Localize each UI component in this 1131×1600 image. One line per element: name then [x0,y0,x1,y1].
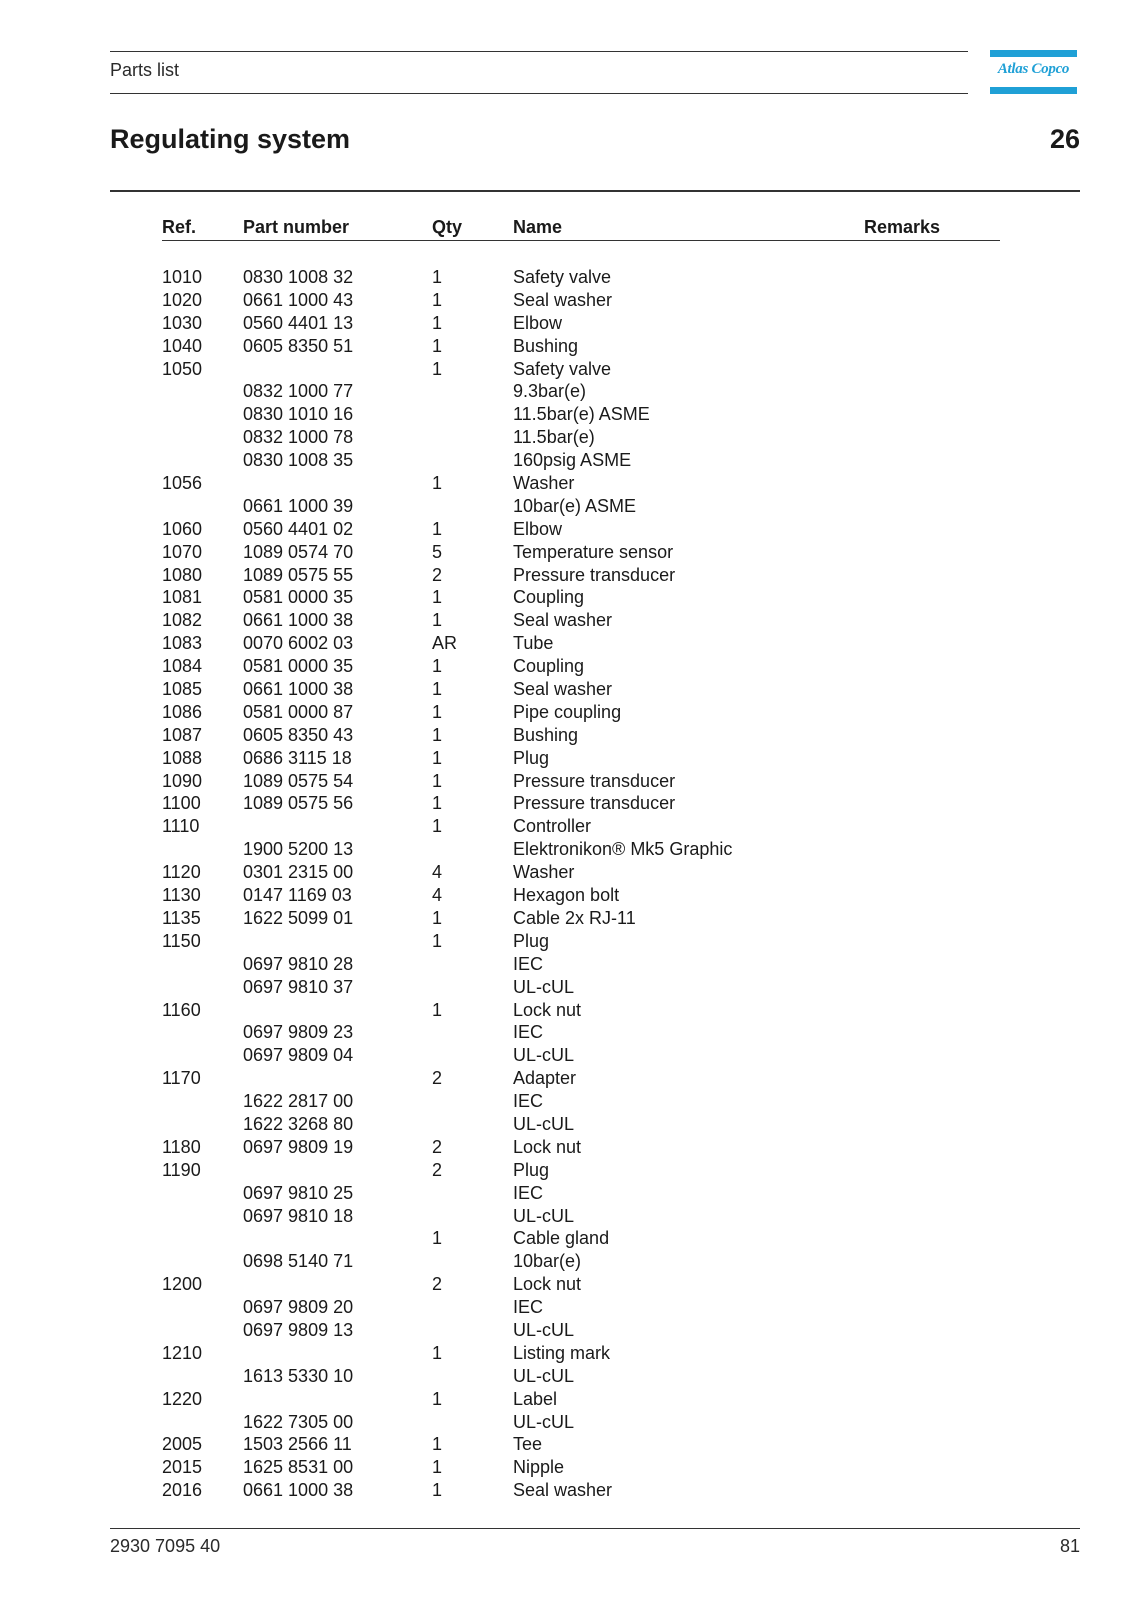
cell-part-number: 0697 9809 23 [243,1022,354,1043]
cell-ref: 2015 [162,1457,203,1478]
column-header-ref: Ref. [162,217,197,237]
cell-name: Seal washer [513,610,613,631]
cell-part-number: 0661 1000 38 [243,610,354,631]
cell-ref: 1082 [162,610,203,631]
cell-name: IEC [513,1091,544,1112]
column-header-remarks: Remarks [864,217,941,237]
cell-qty: 2 [432,1159,443,1180]
table-row [0,1136,1131,1159]
cell-part-number: 0147 1169 03 [243,885,352,906]
column-header-name: Name [513,217,563,237]
table-row [0,564,1131,587]
table-row [0,930,1131,953]
cell-qty: 2 [432,564,443,585]
cell-ref: 1210 [162,1342,203,1363]
cell-name: 9.3bar(e) [513,381,587,402]
table-row [0,861,1131,884]
cell-part-number: 1625 8531 00 [243,1457,354,1478]
cell-part-number: 0697 9809 20 [243,1297,354,1318]
table-row [0,541,1131,564]
header-label: Parts list [110,60,180,80]
cell-ref: 1040 [162,335,203,356]
cell-qty: 1 [432,1342,443,1363]
table-row [0,426,1131,449]
footer-rule [110,1528,1080,1529]
cell-ref: 1120 [162,862,201,883]
cell-name: UL-cUL [513,1365,575,1386]
cell-name: Cable 2x RJ-11 [513,907,636,928]
cell-part-number: 0661 1000 43 [243,289,354,310]
cell-name: Elbow [513,518,563,539]
cell-qty: 1 [432,610,443,631]
cell-qty: 1 [432,770,443,791]
cell-qty: 1 [432,816,443,837]
cell-name: 11.5bar(e) ASME [513,404,650,425]
header-bottom-rule [110,93,968,94]
cell-name: Seal washer [513,1480,613,1501]
cell-name: 10bar(e) ASME [513,495,637,516]
cell-name: Adapter [513,1068,577,1089]
cell-name: Coupling [513,587,585,608]
cell-ref: 2005 [162,1434,203,1455]
table-row [0,1067,1131,1090]
table-row [0,1250,1131,1273]
cell-qty: 1 [432,358,443,379]
cell-ref: 1085 [162,679,203,700]
table-row [0,1296,1131,1319]
cell-qty: 1 [432,656,443,677]
cell-ref: 1180 [162,1136,201,1157]
cell-part-number: 0661 1000 39 [243,495,354,516]
cell-ref: 1200 [162,1274,203,1295]
table-row [0,1090,1131,1113]
cell-ref: 1220 [162,1388,203,1409]
table-row [0,838,1131,861]
cell-name: Pipe coupling [513,701,622,722]
table-row [0,1159,1131,1182]
cell-ref: 1100 [162,793,201,814]
table-row [0,770,1131,793]
table-row [0,1456,1131,1479]
table-row [0,472,1131,495]
cell-qty: 1 [432,1434,443,1455]
table-row [0,335,1131,358]
cell-ref: 1070 [162,541,203,562]
cell-qty: 1 [432,930,443,951]
table-row [0,632,1131,655]
cell-ref: 1056 [162,473,203,494]
cell-qty: 1 [432,1457,443,1478]
logo-bottom-bar [990,87,1077,94]
cell-part-number: 0301 2315 00 [243,862,354,883]
cell-name: UL-cUL [513,976,575,997]
section-rule [110,190,1080,192]
cell-name: Washer [513,862,575,883]
cell-name: Lock nut [513,1274,582,1295]
table-row [0,907,1131,930]
cell-name: Elektronikon® Mk5 Graphic [513,839,733,860]
table-row [0,678,1131,701]
cell-name: UL-cUL [513,1411,575,1432]
cell-part-number: 0697 9810 25 [243,1182,354,1203]
column-header-part-number: Part number [243,217,350,237]
cell-part-number: 0697 9810 28 [243,953,354,974]
cell-ref: 1080 [162,564,203,585]
cell-part-number: 0697 9809 13 [243,1319,354,1340]
cell-qty: 1 [432,1388,443,1409]
table-row [0,655,1131,678]
table-row [0,1044,1131,1067]
document-number: 2930 7095 40 [110,1536,221,1556]
cell-part-number: 0605 8350 51 [243,335,354,356]
table-row [0,518,1131,541]
cell-name: Elbow [513,312,563,333]
cell-qty: 4 [432,885,443,906]
cell-qty: 2 [432,1274,443,1295]
table-row [0,747,1131,770]
cell-ref: 1170 [162,1068,201,1089]
cell-qty: 5 [432,541,443,562]
cell-part-number: 0697 9810 18 [243,1205,354,1226]
table-row [0,1411,1131,1434]
cell-part-number: 0581 0000 87 [243,701,354,722]
table-row [0,1182,1131,1205]
page-number: 81 [1059,1536,1080,1556]
cell-qty: 1 [432,473,443,494]
cell-part-number: 0605 8350 43 [243,724,354,745]
cell-part-number: 0661 1000 38 [243,679,354,700]
cell-qty: 1 [432,724,443,745]
table-row [0,1205,1131,1228]
cell-part-number: 1622 5099 01 [243,907,354,928]
cell-part-number: 0698 5140 71 [243,1251,354,1272]
cell-ref: 2016 [162,1480,203,1501]
cell-name: UL-cUL [513,1113,575,1134]
table-row [0,1021,1131,1044]
table-row [0,815,1131,838]
cell-name: Plug [513,747,550,768]
table-row [0,701,1131,724]
cell-name: Pressure transducer [513,564,676,585]
table-row [0,403,1131,426]
table-row [0,792,1131,815]
cell-ref: 1060 [162,518,203,539]
cell-qty: 1 [432,747,443,768]
brand-logo [990,50,1077,94]
cell-name: Coupling [513,656,585,677]
cell-ref: 1110 [162,816,200,837]
cell-qty: 1 [432,701,443,722]
cell-qty: 4 [432,862,443,883]
cell-ref: 1081 [162,587,203,608]
cell-part-number: 1089 0575 56 [243,793,354,814]
cell-ref: 1087 [162,724,203,745]
cell-qty: AR [432,633,458,654]
section-title: Regulating system [110,124,351,154]
cell-part-number: 1089 0575 54 [243,770,354,791]
cell-ref: 1084 [162,656,203,677]
cell-part-number: 0832 1000 78 [243,427,354,448]
cell-part-number: 1503 2566 11 [243,1434,352,1455]
cell-name: Plug [513,1159,550,1180]
table-row [0,586,1131,609]
cell-qty: 1 [432,679,443,700]
cell-ref: 1150 [162,930,201,951]
table-row [0,1319,1131,1342]
table-row [0,312,1131,335]
cell-name: 11.5bar(e) [513,427,595,448]
cell-name: IEC [513,953,544,974]
cell-name: Lock nut [513,999,582,1020]
cell-name: UL-cUL [513,1045,575,1066]
cell-qty: 1 [432,1480,443,1501]
cell-name: IEC [513,1022,544,1043]
table-row [0,1433,1131,1456]
table-row [0,999,1131,1022]
table-row [0,1227,1131,1250]
cell-qty: 1 [432,793,443,814]
cell-ref: 1088 [162,747,203,768]
cell-part-number: 1622 7305 00 [243,1411,354,1432]
cell-part-number: 0560 4401 13 [243,312,354,333]
cell-name: Bushing [513,335,579,356]
table-row [0,1273,1131,1296]
cell-part-number: 1900 5200 13 [243,839,354,860]
cell-part-number: 0661 1000 38 [243,1480,354,1501]
cell-name: Temperature sensor [513,541,674,562]
cell-name: Label [513,1388,558,1409]
cell-name: Lock nut [513,1136,582,1157]
table-row [0,1388,1131,1411]
cell-qty: 1 [432,907,443,928]
cell-part-number: 0832 1000 77 [243,381,354,402]
cell-part-number: 1622 3268 80 [243,1113,354,1134]
cell-name: 10bar(e) [513,1251,582,1272]
cell-ref: 1050 [162,358,203,379]
table-row [0,1365,1131,1388]
cell-qty: 1 [432,335,443,356]
cell-name: Tee [513,1434,543,1455]
cell-qty: 1 [432,999,443,1020]
cell-qty: 1 [432,289,443,310]
cell-ref: 1020 [162,289,203,310]
cell-name: UL-cUL [513,1319,575,1340]
cell-part-number: 0830 1010 16 [243,404,354,425]
cell-part-number: 0697 9810 37 [243,976,354,997]
table-row [0,724,1131,747]
table-row [0,266,1131,289]
cell-name: Plug [513,930,550,951]
table-row [0,1113,1131,1136]
cell-qty: 2 [432,1136,443,1157]
table-row [0,609,1131,632]
table-row [0,884,1131,907]
table-row [0,976,1131,999]
cell-name: Bushing [513,724,579,745]
cell-ref: 1030 [162,312,203,333]
cell-part-number: 1613 5330 10 [243,1365,354,1386]
cell-name: Cable gland [513,1228,610,1249]
cell-qty: 1 [432,312,443,333]
cell-part-number: 0697 9809 19 [243,1136,354,1157]
cell-part-number: 1089 0574 70 [243,541,354,562]
cell-part-number: 0581 0000 35 [243,656,354,677]
cell-part-number: 0686 3115 18 [243,747,352,768]
table-header-rule [162,240,1000,241]
table-row [0,495,1131,518]
cell-part-number: 0830 1008 35 [243,450,354,471]
cell-name: Pressure transducer [513,770,676,791]
cell-qty: 1 [432,518,443,539]
cell-name: IEC [513,1182,544,1203]
table-row [0,289,1131,312]
table-row [0,380,1131,403]
cell-name: UL-cUL [513,1205,575,1226]
cell-qty: 2 [432,1068,443,1089]
cell-part-number: 1622 2817 00 [243,1091,354,1112]
cell-name: Hexagon bolt [513,885,620,906]
cell-ref: 1160 [162,999,201,1020]
cell-ref: 1190 [162,1159,201,1180]
cell-qty: 1 [432,1228,443,1249]
cell-part-number: 0830 1008 32 [243,267,354,287]
table-row [0,1479,1131,1502]
table-row [0,1342,1131,1365]
cell-qty: 1 [432,267,443,287]
logo-top-bar [990,50,1077,57]
cell-name: 160psig ASME [513,450,632,471]
cell-name: Seal washer [513,679,613,700]
cell-name: Nipple [513,1457,565,1478]
cell-name: Safety valve [513,358,612,379]
cell-name: Seal washer [513,289,613,310]
cell-name: Pressure transducer [513,793,676,814]
cell-name: Safety valve [513,267,612,287]
column-header-qty: Qty [432,217,463,237]
cell-part-number: 0697 9809 04 [243,1045,354,1066]
cell-ref: 1010 [162,267,203,287]
cell-name: Tube [513,633,554,654]
cell-name: Listing mark [513,1342,611,1363]
header-top-rule [110,51,968,52]
cell-part-number: 1089 0575 55 [243,564,354,585]
table-row [0,449,1131,472]
cell-part-number: 0560 4401 02 [243,518,354,539]
table-row [0,953,1131,976]
parts-table-body [0,266,1131,1502]
cell-part-number: 0581 0000 35 [243,587,354,608]
cell-name: Washer [513,473,575,494]
cell-name: IEC [513,1297,544,1318]
section-number: 26 [1049,124,1080,154]
cell-qty: 1 [432,587,443,608]
cell-ref: 1135 [162,907,201,928]
table-row [0,358,1131,381]
cell-ref: 1086 [162,701,203,722]
cell-ref: 1090 [162,770,203,791]
cell-ref: 1130 [162,885,201,906]
cell-part-number: 0070 6002 03 [243,633,354,654]
cell-name: Controller [513,816,592,837]
logo-text: Atlas Copco [997,61,1070,77]
cell-ref: 1083 [162,633,203,654]
